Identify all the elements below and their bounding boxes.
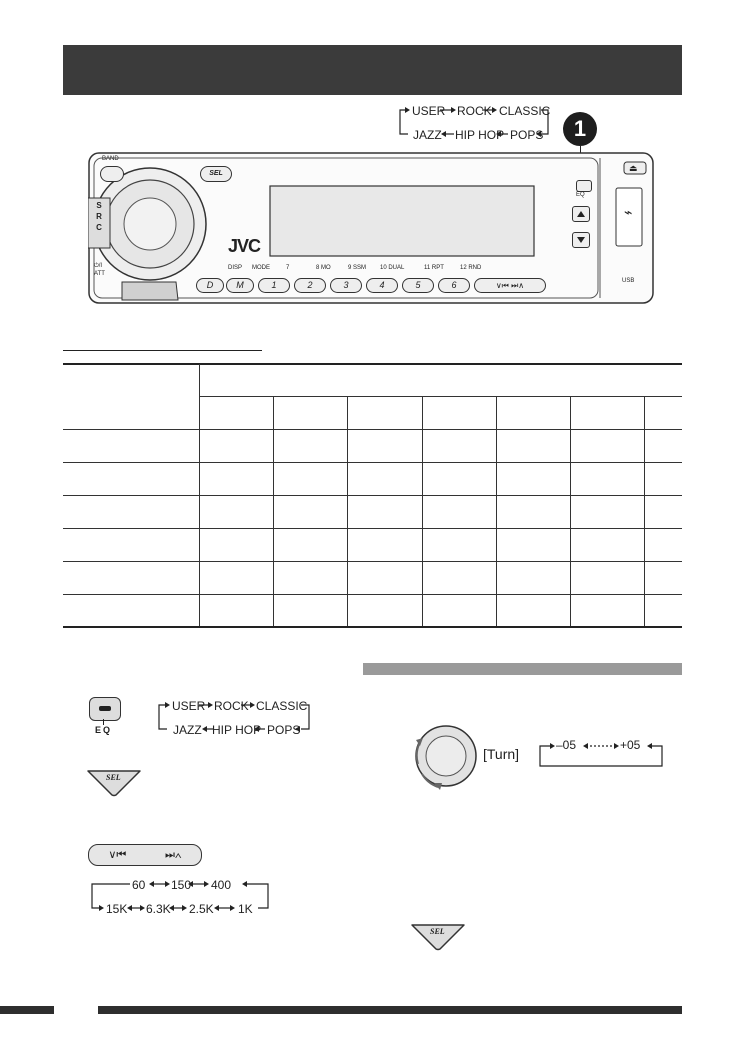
table-row <box>63 430 682 463</box>
dial-graphic <box>406 720 478 792</box>
key-label: 8 MO <box>316 265 331 271</box>
preset-button-3[interactable]: 3 <box>330 278 362 293</box>
turn-label: [Turn] <box>483 746 520 762</box>
key-label: 12 RND <box>460 265 482 271</box>
preset-button-2[interactable]: 2 <box>294 278 326 293</box>
sel-button-label: SEL <box>106 773 121 782</box>
sel-button-2[interactable] <box>410 923 466 951</box>
table-cell <box>348 430 422 463</box>
band-label: BAND <box>102 156 119 162</box>
table-cell <box>274 562 348 595</box>
callout-number: 1 <box>563 112 597 146</box>
eq-mode-classic: CLASSIC <box>256 699 308 713</box>
level-range-diagram <box>538 738 664 768</box>
power-att-label[interactable]: ⏻/I ATT <box>94 263 105 277</box>
seek-button[interactable] <box>88 844 202 866</box>
footer-bar-right <box>98 1006 682 1014</box>
preset-button-1[interactable]: 1 <box>258 278 290 293</box>
freq-6-3k: 6.3K <box>146 902 171 916</box>
table-cell <box>422 397 496 430</box>
key-label: 7 <box>286 265 290 271</box>
seek-buttons[interactable]: ∨⏮ ⏭∧ <box>474 278 546 293</box>
table-bottom-rule <box>63 626 682 628</box>
number-key-labels <box>228 265 578 275</box>
table-cell <box>571 496 645 529</box>
table-cell <box>63 562 200 595</box>
table-cell <box>422 496 496 529</box>
eq-mode-rock: ROCK <box>457 104 492 118</box>
table-cell <box>496 595 570 628</box>
table-header-row <box>63 364 682 397</box>
subsection-header-bar <box>363 663 682 675</box>
table-cell <box>571 430 645 463</box>
table-cell <box>422 463 496 496</box>
table-cell <box>274 397 348 430</box>
table-cell <box>571 397 645 430</box>
table-cell <box>348 529 422 562</box>
src-button[interactable]: S R C <box>96 201 102 232</box>
eq-button-label: EQ <box>95 725 113 735</box>
down-button[interactable] <box>572 232 590 248</box>
eq-mode-hiphop: HIP HOP <box>455 128 505 142</box>
table-cell <box>200 397 274 430</box>
table-cell <box>496 562 570 595</box>
table-cell <box>63 595 200 628</box>
m-button[interactable]: M <box>226 278 254 293</box>
freq-150: 150 <box>171 878 192 892</box>
eq-mode-jazz: JAZZ <box>413 128 442 142</box>
table-row <box>63 463 682 496</box>
range-high: +05 <box>620 738 641 752</box>
freq-15k: 15K <box>106 902 128 916</box>
table-cell <box>571 463 645 496</box>
eq-mode-user: USER <box>172 699 206 713</box>
eq-mode-classic: CLASSIC <box>499 104 551 118</box>
car-stereo-unit <box>88 152 654 304</box>
brand-logo: JVC <box>228 236 261 256</box>
table-cell <box>496 430 570 463</box>
eq-mode-user: USER <box>412 104 446 118</box>
key-label: MODE <box>252 265 270 271</box>
d-button[interactable]: D <box>196 278 224 293</box>
table-cell <box>496 496 570 529</box>
table-cell <box>422 595 496 628</box>
table-cell <box>645 463 682 496</box>
frequency-cycle-diagram <box>88 876 278 916</box>
range-low: –05 <box>556 738 577 752</box>
table-cell <box>274 463 348 496</box>
key-label: 11 RPT <box>424 265 444 271</box>
table-cell <box>200 430 274 463</box>
table-cell <box>274 496 348 529</box>
table-cell <box>645 397 682 430</box>
table-cell <box>63 430 200 463</box>
eject-icon[interactable]: ⏏ <box>629 163 638 173</box>
preset-button-6[interactable]: 6 <box>438 278 470 293</box>
table-cell <box>571 562 645 595</box>
table-row <box>63 562 682 595</box>
sel-button[interactable] <box>86 769 142 797</box>
eq-mode-hiphop: HIP HOP <box>212 723 262 737</box>
eq-settings-table <box>63 364 682 627</box>
usb-icon: ⌁ <box>624 204 633 220</box>
section-header-bar <box>63 45 682 95</box>
usb-label: USB <box>622 278 635 284</box>
seek-forward-icon: ⏭∧ <box>165 848 182 861</box>
table-header-cell <box>63 364 200 430</box>
table-title-underline <box>63 350 262 351</box>
table-cell <box>63 529 200 562</box>
eq-cycle-diagram-top <box>396 104 556 144</box>
band-button[interactable] <box>100 166 124 182</box>
eq-cycle-diagram <box>155 698 315 738</box>
eq-button-unit[interactable] <box>576 180 592 192</box>
table-cell <box>200 463 274 496</box>
table-cell <box>496 463 570 496</box>
table-cell <box>63 496 200 529</box>
key-label: 9 SSM <box>348 265 367 271</box>
table-cell <box>645 562 682 595</box>
table-cell <box>422 562 496 595</box>
table-cell <box>348 562 422 595</box>
table-cell <box>274 529 348 562</box>
table-cell <box>645 430 682 463</box>
number-keys-row <box>196 278 596 294</box>
table-cell <box>200 529 274 562</box>
table-cell <box>645 496 682 529</box>
eq-mode-rock: ROCK <box>214 699 249 713</box>
table-row <box>63 595 682 628</box>
table-cell <box>274 430 348 463</box>
key-label: DISP <box>228 265 243 271</box>
table-header-cell <box>200 364 683 397</box>
sel-button-unit[interactable]: SEL <box>200 166 232 182</box>
up-button[interactable] <box>572 206 590 222</box>
control-dial[interactable] <box>406 720 478 792</box>
table-cell <box>496 397 570 430</box>
table-cell <box>348 397 422 430</box>
eq-mode-pops: POPS <box>510 128 544 142</box>
table-cell <box>571 595 645 628</box>
table-cell <box>200 595 274 628</box>
table-cell <box>274 595 348 628</box>
table-cell <box>348 463 422 496</box>
table-cell <box>200 496 274 529</box>
table-cell <box>645 529 682 562</box>
table-cell <box>571 529 645 562</box>
preset-button-4[interactable]: 4 <box>366 278 398 293</box>
eq-mode-pops: POPS <box>267 723 301 737</box>
table-cell <box>645 595 682 628</box>
eq-button[interactable] <box>89 697 121 721</box>
freq-1k: 1K <box>238 902 253 916</box>
eq-label-unit: EQ <box>576 192 585 198</box>
table-cell <box>348 595 422 628</box>
table-row <box>63 529 682 562</box>
key-label: 10 DUAL <box>380 265 405 271</box>
freq-400: 400 <box>211 878 232 892</box>
table-cell <box>496 529 570 562</box>
table-cell <box>200 562 274 595</box>
preset-button-5[interactable]: 5 <box>402 278 434 293</box>
table-row <box>63 496 682 529</box>
table-cell <box>348 496 422 529</box>
sel-button-label: SEL <box>430 927 445 936</box>
table-cell <box>422 529 496 562</box>
seek-back-icon: ∨⏮ <box>108 849 127 861</box>
freq-2-5k: 2.5K <box>189 902 214 916</box>
eq-mode-jazz: JAZZ <box>173 723 202 737</box>
footer-bar-left <box>0 1006 54 1014</box>
table-cell <box>422 430 496 463</box>
table-cell <box>63 463 200 496</box>
freq-60: 60 <box>132 878 146 892</box>
